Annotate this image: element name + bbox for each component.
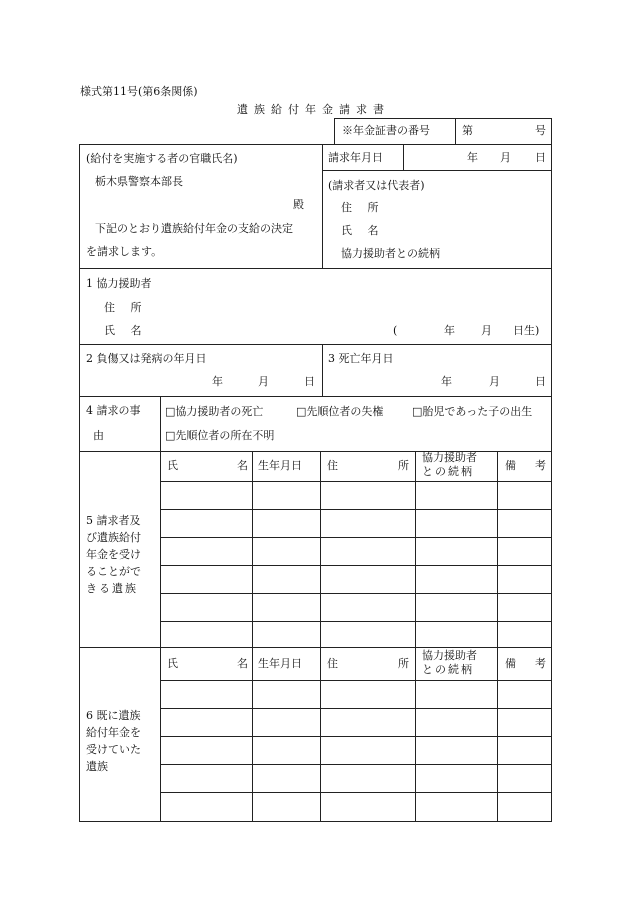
section5-label-line3: 年金を受け <box>86 548 141 561</box>
request-date-month: 月 <box>500 151 511 164</box>
page-title: 遺族給付年金請求書 <box>237 103 390 116</box>
section1-birth-open: ( <box>393 324 398 337</box>
section6-label-line1: 6 既に遺族 <box>86 709 141 722</box>
request-date-day: 日 <box>535 151 546 164</box>
s6-header-relation-2: との続柄 <box>422 663 474 676</box>
section2-day: 日 <box>304 375 315 388</box>
section2-year: 年 <box>212 375 223 388</box>
s6-header-remarks-1: 備 <box>505 657 516 670</box>
section4-label-line1: 4 請求の事 <box>86 404 141 417</box>
addressee-header: (給付を実施する者の官職氏名) <box>86 152 238 165</box>
section6-label-line2: 給付年金を <box>86 726 141 739</box>
section3-year: 年 <box>441 375 452 388</box>
section1-birth-day: 日生) <box>513 324 540 337</box>
request-text-line1: 下記のとおり遺族給付年金の支給の決定 <box>95 222 293 235</box>
s6-header-address-2: 所 <box>398 657 409 670</box>
s5-header-address-2: 所 <box>398 459 409 472</box>
form-number: 様式第11号(第6条関係) <box>80 85 198 98</box>
claimant-relation-label: 協力援助者との続柄 <box>341 247 440 260</box>
section1-address-label: 住 所 <box>104 301 148 314</box>
s6-header-name-2: 名 <box>237 657 248 670</box>
s5-header-remarks-2: 考 <box>535 459 546 472</box>
claimant-name-label: 氏 名 <box>341 224 385 237</box>
section5-label-line1: 5 請求者及 <box>86 514 141 527</box>
request-date-label: 請求年月日 <box>328 151 383 164</box>
s6-header-address-1: 住 <box>327 657 338 670</box>
s5-header-address-1: 住 <box>327 459 338 472</box>
section5-label-line2: び遺族給付 <box>86 531 141 544</box>
addressee-dono: 殿 <box>293 198 304 211</box>
reason-checkbox-death[interactable]: □協力援助者の死亡 <box>165 405 264 418</box>
section3-month: 月 <box>489 375 500 388</box>
section1-label: 1 協力援助者 <box>86 277 152 290</box>
s6-header-remarks-2: 考 <box>535 657 546 670</box>
section3-day: 日 <box>535 375 546 388</box>
certificate-dai: 第 <box>462 124 473 137</box>
s5-header-name-1: 氏 <box>167 459 178 472</box>
s5-header-relation-1: 協力援助者 <box>422 451 477 464</box>
s5-header-name-2: 名 <box>237 459 248 472</box>
s5-header-birth: 生年月日 <box>258 459 302 472</box>
s6-header-name-1: 氏 <box>167 657 178 670</box>
s6-header-relation-1: 協力援助者 <box>422 649 477 662</box>
section6-label-line3: 受けていた <box>86 743 141 756</box>
s5-header-remarks-1: 備 <box>505 459 516 472</box>
section5-label-line5: きる遺族 <box>86 582 138 595</box>
section5-label-line4: ることがで <box>86 565 141 578</box>
section1-birth-month: 月 <box>481 324 492 337</box>
reason-checkbox-unknown[interactable]: □先順位者の所在不明 <box>165 429 275 442</box>
section2-month: 月 <box>258 375 269 388</box>
s6-header-birth: 生年月日 <box>258 657 302 670</box>
section6-label-line4: 遺族 <box>86 760 108 773</box>
section1-name-label: 氏 名 <box>104 324 148 337</box>
section2-label: 2 負傷又は発病の年月日 <box>86 352 207 365</box>
section4-label-line2: 由 <box>93 429 104 442</box>
request-text-line2: を請求します。 <box>86 245 163 258</box>
reason-checkbox-forfeiture[interactable]: □先順位者の失権 <box>296 405 384 418</box>
reason-checkbox-birth[interactable]: □胎児であった子の出生 <box>412 405 533 418</box>
certificate-label: ※年金証書の番号 <box>342 124 430 137</box>
claimant-address-label: 住 所 <box>341 201 385 214</box>
certificate-go: 号 <box>535 124 546 137</box>
section3-label: 3 死亡年月日 <box>328 352 394 365</box>
s5-header-relation-2: との続柄 <box>422 465 474 478</box>
request-date-year: 年 <box>467 151 478 164</box>
claimant-header: (請求者又は代表者) <box>328 179 425 192</box>
section1-birth-year: 年 <box>444 324 455 337</box>
addressee-name: 栃木県警察本部長 <box>95 175 183 188</box>
